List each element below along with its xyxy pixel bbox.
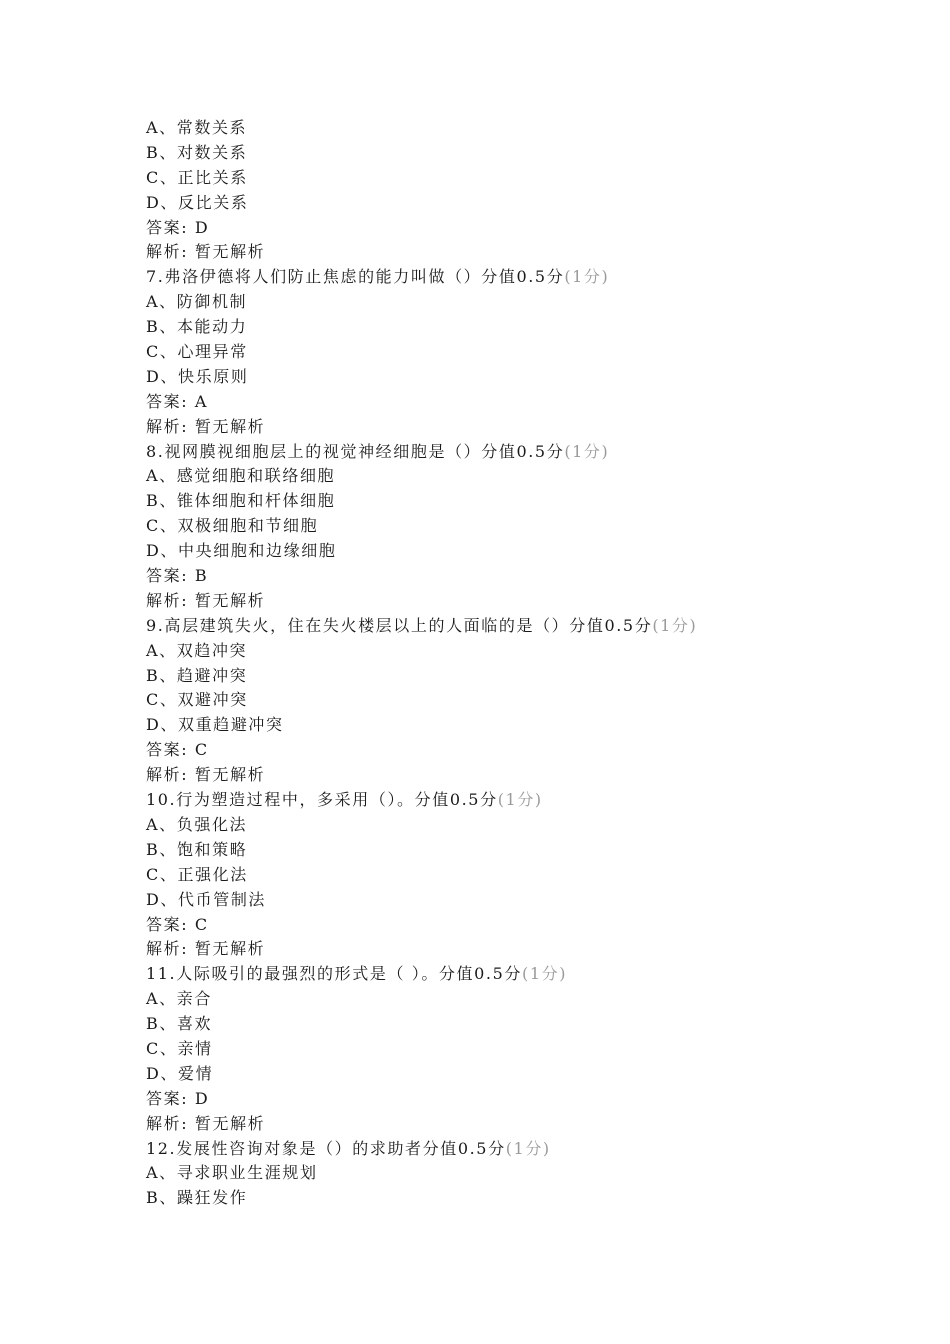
answer-line-text: 答案: A xyxy=(146,391,209,411)
option-line-text: A、双趋冲突 xyxy=(146,640,248,660)
option-line xyxy=(146,664,906,689)
option-line xyxy=(146,464,906,489)
analysis-line xyxy=(146,589,906,614)
score-label: (1分) xyxy=(521,964,568,984)
analysis-line xyxy=(146,763,906,788)
analysis-line-text: 解析: 暂无解析 xyxy=(146,939,266,959)
score-label: (1分) xyxy=(652,615,698,635)
score-label: (1分) xyxy=(564,267,610,287)
option-line xyxy=(146,489,906,514)
score-label: (1分) xyxy=(497,790,543,810)
question-line-text: 9.高层建筑失火，住在失火楼层以上的人面临的是（）分值0.5分 xyxy=(146,615,653,635)
option-line xyxy=(146,514,906,539)
question-line xyxy=(146,1137,906,1162)
option-line xyxy=(146,340,906,365)
option-line-text: C、双避冲突 xyxy=(146,690,248,710)
question-line-text: 8.视网膜视细胞层上的视觉神经细胞是（）分值0.5分 xyxy=(146,441,565,461)
question-line-text: 7.弗洛伊德将人们防止焦虑的能力叫做（）分值0.5分 xyxy=(146,267,565,287)
option-line-text: C、正比关系 xyxy=(146,167,248,187)
option-line-text: A、亲合 xyxy=(146,989,212,1009)
option-line-text: D、中央细胞和边缘细胞 xyxy=(146,541,337,561)
option-line xyxy=(146,688,906,713)
option-line-text: B、趋避冲突 xyxy=(146,665,248,685)
answer-line-text: 答案: D xyxy=(146,1088,210,1108)
option-line-text: D、代币管制法 xyxy=(146,889,267,909)
question-line-text: 11.人际吸引的最强烈的形式是（ ）。分值0.5分 xyxy=(146,964,522,984)
option-line-text: B、喜欢 xyxy=(146,1014,213,1034)
option-line-text: D、快乐原则 xyxy=(146,366,249,386)
option-line xyxy=(146,813,906,838)
option-line-text: A、感觉细胞和联络细胞 xyxy=(146,466,336,486)
answer-line-text: 答案: D xyxy=(146,217,210,237)
score-label: (1分) xyxy=(564,441,610,461)
option-line xyxy=(146,838,906,863)
analysis-line-text: 解析: 暂无解析 xyxy=(146,1113,266,1133)
option-line xyxy=(146,539,906,564)
option-line-text: B、躁狂发作 xyxy=(146,1188,248,1208)
question-line-text: 12.发展性咨询对象是（）的求助者分值0.5分 xyxy=(146,1138,506,1158)
answer-line xyxy=(146,216,906,241)
option-line-text: D、爱情 xyxy=(146,1063,214,1083)
answer-line xyxy=(146,390,906,415)
option-line-text: B、对数关系 xyxy=(146,142,248,162)
option-line-text: B、饱和策略 xyxy=(146,839,248,859)
option-line-text: C、正强化法 xyxy=(146,864,248,884)
option-line-text: B、本能动力 xyxy=(146,317,248,337)
question-line-text: 10.行为塑造过程中，多采用（）。分值0.5分 xyxy=(146,790,498,810)
option-line xyxy=(146,1161,906,1186)
answer-line-text: 答案: C xyxy=(146,914,209,934)
question-line xyxy=(146,440,906,465)
question-line xyxy=(146,265,906,290)
option-line xyxy=(146,1062,906,1087)
option-line xyxy=(146,191,906,216)
option-line-text: C、亲情 xyxy=(146,1038,213,1058)
option-line-text: A、防御机制 xyxy=(146,292,248,312)
option-line xyxy=(146,166,906,191)
analysis-line-text: 解析: 暂无解析 xyxy=(146,765,266,785)
analysis-line-text: 解析: 暂无解析 xyxy=(146,416,266,436)
analysis-line xyxy=(146,415,906,440)
option-line xyxy=(146,888,906,913)
option-line xyxy=(146,713,906,738)
analysis-line xyxy=(146,937,906,962)
answer-line xyxy=(146,1087,906,1112)
answer-line-text: 答案: B xyxy=(146,566,209,586)
option-line xyxy=(146,639,906,664)
option-line xyxy=(146,1037,906,1062)
answer-line xyxy=(146,913,906,938)
option-line xyxy=(146,1012,906,1037)
option-line xyxy=(146,116,906,141)
option-line-text: D、双重趋避冲突 xyxy=(146,715,284,735)
option-line-text: C、双极细胞和节细胞 xyxy=(146,516,319,536)
option-line-text: A、常数关系 xyxy=(146,118,248,137)
question-line xyxy=(146,788,906,813)
option-line xyxy=(146,1186,906,1211)
question-line xyxy=(146,614,906,639)
option-line-text: D、反比关系 xyxy=(146,192,249,212)
question-line xyxy=(146,962,906,987)
option-line-text: C、心理异常 xyxy=(146,342,248,362)
option-line xyxy=(146,290,906,315)
analysis-line xyxy=(146,240,906,265)
answer-line xyxy=(146,564,906,589)
score-label: (1分) xyxy=(505,1138,551,1158)
option-line xyxy=(146,365,906,390)
analysis-line-text: 解析: 暂无解析 xyxy=(146,242,266,262)
option-line-text: B、锥体细胞和杆体细胞 xyxy=(146,491,336,511)
option-line xyxy=(146,141,906,166)
option-line-text: A、寻求职业生涯规划 xyxy=(146,1163,318,1183)
option-line xyxy=(146,987,906,1012)
answer-line xyxy=(146,738,906,763)
answer-line-text: 答案: C xyxy=(146,740,209,760)
analysis-line xyxy=(146,1112,906,1137)
option-line xyxy=(146,863,906,888)
document-body xyxy=(146,116,906,1211)
option-line-text: A、负强化法 xyxy=(146,814,248,834)
option-line xyxy=(146,315,906,340)
analysis-line-text: 解析: 暂无解析 xyxy=(146,590,266,610)
